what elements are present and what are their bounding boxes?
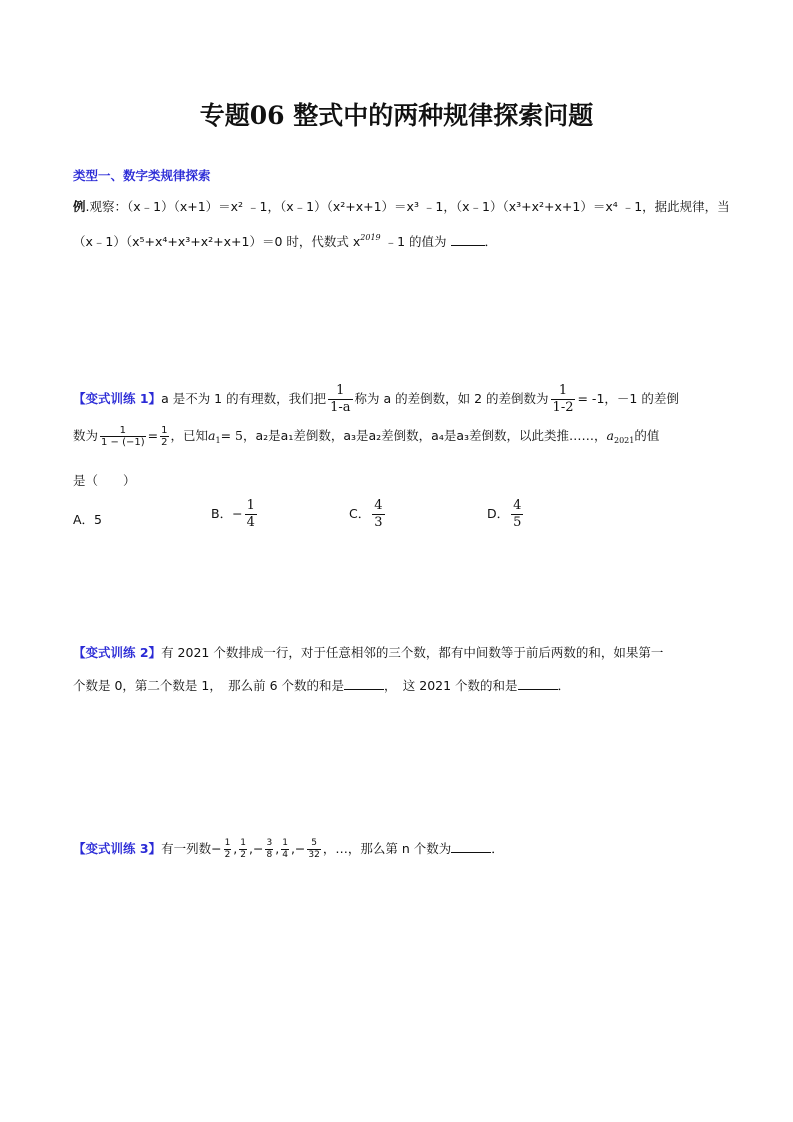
example-line-2	[73, 229, 497, 251]
fraction-numerator: 1	[161, 425, 168, 436]
fraction-denominator: 3	[374, 515, 383, 530]
fraction-numerator: 4	[374, 498, 383, 513]
exponent: 2019	[360, 233, 381, 242]
sequence-sign: −	[211, 841, 222, 856]
a2021-subscript: 2021	[613, 436, 635, 445]
fraction-denominator: 2	[161, 437, 168, 448]
exercise2-line-2	[73, 677, 570, 695]
exercise1-text-3: = -1，－1 的差倒	[577, 391, 679, 406]
exercise3-line	[73, 838, 504, 861]
fraction-numerator: 1	[551, 383, 576, 400]
sequence-fraction	[239, 838, 247, 861]
fraction-numerator: 1	[224, 838, 231, 848]
exercise1-line-1	[73, 383, 679, 416]
example-line-1	[73, 198, 730, 216]
option-a[interactable]: A．5	[73, 512, 103, 527]
fraction-numerator: 3	[266, 838, 273, 848]
sequence-sign: −	[294, 841, 306, 856]
exercise1-line-2: 数为 $\frac{1}{1 - (-1)}$ = $\frac{1}{2}$ ，已知$a_1= 5$，a₂是a₁差倒数，a₃是a₂差倒数，a₄是a₃差倒数，以此类推……，$a_{2021}$的值	[73, 425, 660, 448]
fraction-denominator: 4	[282, 850, 288, 860]
sequence-sign: −	[253, 841, 264, 856]
exercise3-text-2: ，…，那么第 n 个数为	[322, 841, 452, 856]
exercise2-text-1: 有 2021 个数排成一行，对于任意相邻的三个数，都有中间数等于前后两数的和，如果第一	[161, 645, 664, 660]
exercise2-line-1	[73, 644, 663, 662]
sequence-fraction	[281, 838, 289, 861]
option-c-label: C．	[349, 506, 371, 521]
fraction-denominator: 1-2	[552, 400, 574, 415]
fraction-half	[160, 425, 168, 448]
answer-blank[interactable]	[451, 233, 485, 246]
option-b-label: B．	[211, 506, 233, 521]
exercise1-text-6: ，a₂是a₁差倒数，a₃是a₂差倒数，a₄是a₃差倒数，以此类推……，	[243, 428, 607, 443]
exercise1-text-4: 数为	[73, 428, 99, 443]
sequence-fraction	[307, 838, 320, 861]
fraction-numerator: 1	[100, 425, 146, 437]
exercise1-label: 【变式训练 1】	[73, 391, 162, 406]
sequence-fraction	[224, 838, 232, 861]
exercise3-text-end: ．	[491, 841, 504, 856]
fraction-denominator: 4	[246, 515, 255, 530]
exercise1-text-5: ，已知	[170, 428, 209, 443]
fraction-numerator: 1	[282, 838, 288, 848]
option-b-fraction	[245, 498, 257, 531]
example-text-1: .观察：（x﹣1）（x+1）＝x² ﹣1，（x﹣1）（x²+x+1）＝x³ ﹣1，（x﹣1）（x³+x²+x+1）＝x⁴ ﹣1，据此规律，当	[85, 199, 730, 214]
section-heading: 类型一、数字类规律探索	[73, 168, 211, 183]
option-c[interactable]	[349, 498, 387, 531]
fraction-example	[551, 383, 576, 416]
fraction-numerator: 1	[240, 838, 247, 848]
fraction-numerator: 1	[246, 498, 255, 513]
exercise2-text-2: 个数是 0，第二个数是 1， 那么前 6 个数的和是	[73, 678, 345, 693]
fraction-denominator: 32	[308, 850, 320, 860]
sequence-comma: ,	[249, 841, 253, 856]
a1-value: = 5	[220, 428, 243, 443]
number-sequence	[211, 838, 323, 860]
answer-blank-nth[interactable]	[451, 840, 491, 853]
sequence-comma: ,	[233, 841, 238, 856]
fraction-numerator: 5	[307, 838, 320, 850]
equals-sign: =	[147, 428, 159, 443]
sequence-comma: ,	[290, 841, 295, 856]
example-label: 例	[73, 199, 86, 214]
example-text-2: （x﹣1）（x⁵+x⁴+x³+x²+x+1）＝0 时，代数式 x	[73, 234, 361, 249]
fraction-reciprocal	[328, 383, 352, 416]
fraction-denominator: 5	[513, 515, 522, 530]
fraction-denominator: 1-a	[330, 400, 351, 415]
option-d[interactable]	[487, 498, 525, 531]
example-text-3: ﹣1 的值为	[380, 234, 451, 249]
exercise3-label: 【变式训练 3】	[73, 841, 162, 856]
fraction-denominator: 2	[224, 850, 231, 860]
option-d-fraction	[511, 498, 523, 531]
fraction-denominator: 1 − (−1)	[101, 437, 145, 448]
option-c-fraction	[372, 498, 384, 531]
answer-blank-sum-2021[interactable]	[518, 677, 558, 690]
exercise2-label: 【变式训练 2】	[73, 645, 162, 660]
example-text-end: ．	[484, 234, 498, 249]
fraction-numerator: 1	[328, 383, 352, 400]
answer-blank-sum-6[interactable]	[344, 677, 384, 690]
option-b-sign: −	[232, 506, 243, 521]
exercise1-text-7: 的值	[634, 428, 660, 443]
exercise1-text-1: a 是不为 1 的有理数，我们把	[161, 391, 327, 406]
exercise2-text-end: ．	[557, 678, 571, 693]
exercise2-text-3: ， 这 2021 个数的和是	[384, 678, 518, 693]
fraction-denominator: 2	[240, 850, 247, 860]
fraction-denominator: 8	[266, 850, 273, 860]
sequence-fraction	[265, 838, 273, 861]
sequence-comma: ,	[275, 841, 280, 856]
exercise1-text-2: 称为 a 的差倒数，如 2 的差倒数为	[354, 391, 549, 406]
exercise1-line-3: 是（ ）	[73, 473, 136, 488]
option-b[interactable]	[211, 498, 259, 531]
fraction-neg-one	[100, 425, 146, 448]
fraction-numerator: 4	[513, 498, 522, 513]
option-d-label: D．	[487, 506, 510, 521]
page-title: 专题06 整式中的两种规律探索问题	[199, 101, 594, 130]
exercise3-text-1: 有一列数	[161, 841, 212, 856]
